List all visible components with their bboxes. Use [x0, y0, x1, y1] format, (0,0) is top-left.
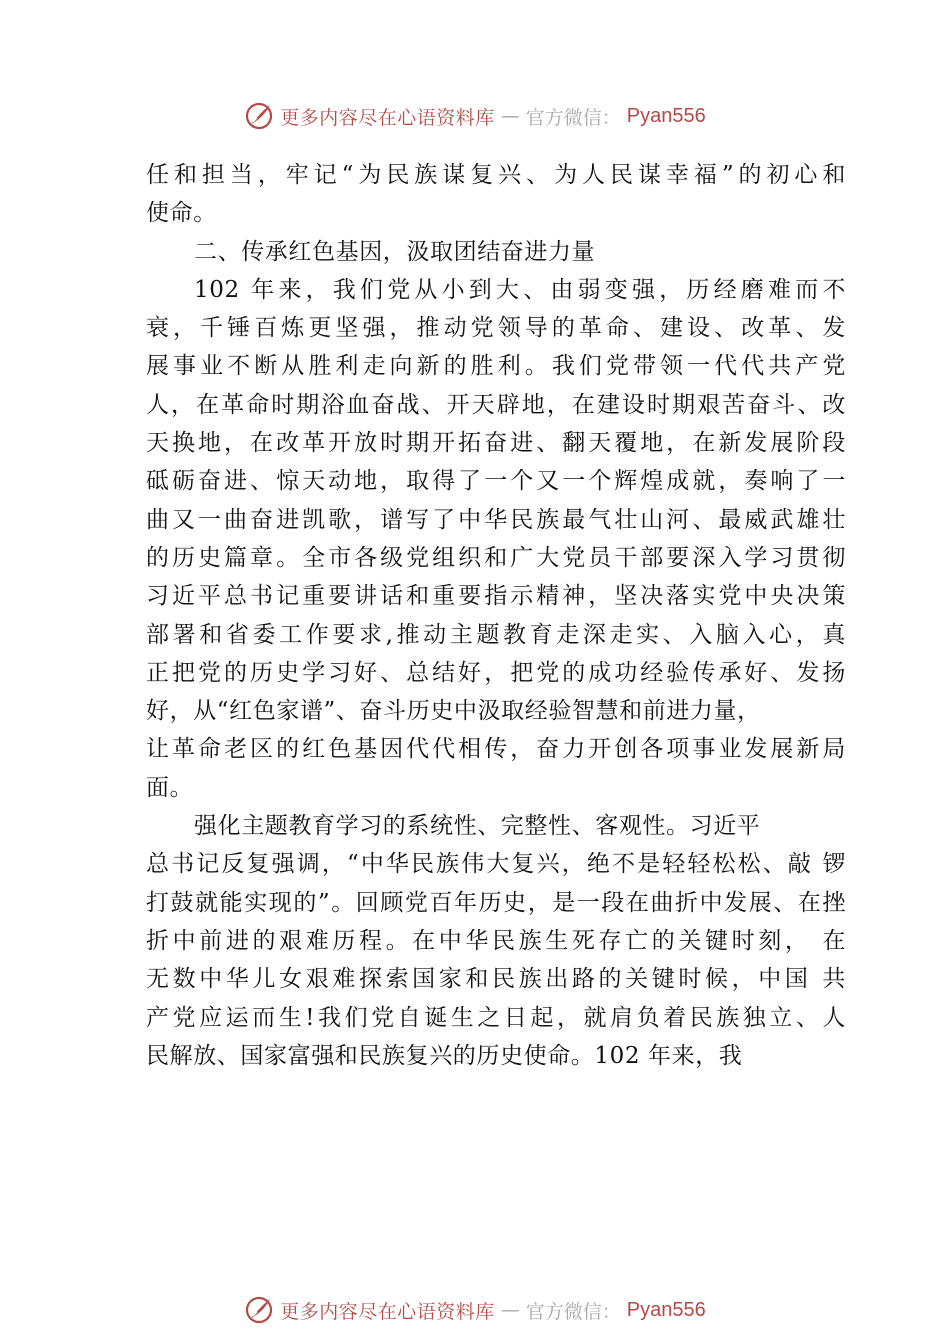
- text-line: 天换地，在改革开放时期开拓奋进、翻天覆地，在新发展阶段: [146, 430, 846, 457]
- text-line: 强化主题教育学习的系统性、完整性、客观性。习近平: [194, 813, 761, 840]
- watermark-official-label: 官方微信：: [525, 106, 621, 129]
- footer-watermark: [0, 1288, 950, 1332]
- section-heading: 二、传承红色基因，汲取团结奋进力量: [194, 238, 596, 265]
- text-line: 无数中华儿女艰难探索国家和民族出路的关键时候，中国 共: [146, 966, 846, 993]
- watermark-brand: 更多内容尽在心语资料库: [280, 1300, 495, 1323]
- text-line: 打鼓就能实现的”。回顾党百年历史，是一段在曲折中发展、在挫: [146, 889, 846, 916]
- text-line: 让革命老区的红色基因代代相传，奋力开创各项事业发展新局: [146, 736, 846, 763]
- text-line: 习近平总书记重要讲话和重要指示精神，坚决落实党中央决策: [146, 583, 846, 610]
- text-line: 的历史篇章。全市各级党组织和广大党员干部要深入学习贯彻: [146, 544, 846, 571]
- text-line: 曲又一曲奋进凯歌，谱写了中华民族最气壮山河、最威武雄壮: [146, 506, 846, 533]
- text-line: 正把党的历史学习好、总结好，把党的成功经验传承好、发扬: [146, 659, 846, 686]
- text-line: 部署和省委工作要求,推动主题教育走深走实、入脑入心，真: [146, 621, 846, 648]
- watermark-dash: —: [500, 105, 520, 127]
- watermark-dash: —: [500, 1299, 520, 1321]
- watermark-account: Pyan556: [626, 104, 706, 127]
- quill-logo-icon: [244, 1295, 274, 1325]
- quill-logo-icon: [244, 101, 274, 131]
- text-line: 折中前进的艰难历程。在中华民族生死存亡的关键时刻， 在: [146, 927, 846, 954]
- watermark-official-label: 官方微信：: [525, 1300, 621, 1323]
- text-line: 产党应运而生!我们党自诞生之日起，就肩负着民族独立、人: [146, 1004, 846, 1031]
- text-line: 展事业不断从胜利走向新的胜利。我们党带领一代代共产党: [146, 353, 846, 380]
- text-line: 民解放、国家富强和民族复兴的历史使命。102 年来，我: [146, 1042, 743, 1069]
- text-line: 102 年来，我们党从小到大、由弱变强，历经磨难而不: [194, 276, 846, 303]
- text-line: 砥砺奋进、惊天动地，取得了一个又一个辉煌成就，奏响了一: [146, 468, 846, 495]
- document-body: [146, 156, 846, 1075]
- text-line: 使命。: [146, 200, 217, 227]
- text-line: 任和担当，牢记“为民族谋复兴、为人民谋幸福”的初心和: [146, 162, 846, 188]
- text-line: 人，在革命时期浴血奋战、开天辟地，在建设时期艰苦奋斗、改: [146, 391, 846, 418]
- watermark-account: Pyan556: [626, 1298, 706, 1321]
- header-watermark: [0, 94, 950, 138]
- text-line: 好，从“红色家谱”、奋斗历史中汲取经验智慧和前进力量，: [146, 698, 761, 725]
- text-line: 衰，千锤百炼更坚强，推动党领导的革命、建设、改革、发: [146, 315, 846, 342]
- text-line: 总书记反复强调，“中华民族伟大复兴，绝不是轻轻松松、敲 锣: [146, 851, 846, 878]
- watermark-brand: 更多内容尽在心语资料库: [280, 106, 495, 129]
- text-line: 面。: [146, 774, 194, 801]
